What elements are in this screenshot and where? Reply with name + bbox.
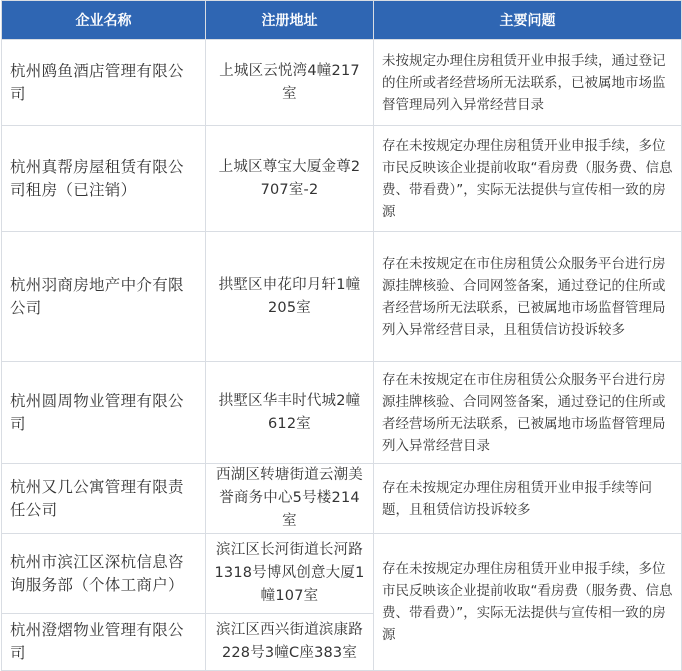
issue-cell: 未按规定办理住房租赁开业申报手续，通过登记的住所或者经营场所无法联系，已被属地市场监督管理局列入异常经营目录 bbox=[374, 40, 682, 126]
table-row bbox=[2, 464, 682, 534]
issue-cell: 存在未按规定办理住房租赁开业申报手续，多位市民反映该企业提前收取“看房费（服务费、信息费、带看费）”，实际无法提供与宣传相一致的房源 bbox=[374, 126, 682, 232]
address-cell: 上城区尊宝大厦金尊2707室-2 bbox=[206, 126, 374, 232]
issue-cell: 存在未按规定在市住房租赁公众服务平台进行房源挂牌核验、合同网签备案，通过登记的住所或者经营场所无法联系，已被属地市场监督管理局列入异常经营目录，且租赁信访投诉较多 bbox=[374, 232, 682, 362]
company-name-cell: 杭州真帮房屋租赁有限公司租房（已注销） bbox=[2, 126, 206, 232]
table-header-row bbox=[2, 1, 682, 40]
header-main-issues: 主要问题 bbox=[374, 1, 682, 40]
table-row bbox=[2, 534, 682, 614]
company-name-cell: 杭州市滨江区深杭信息咨询服务部（个体工商户） bbox=[2, 534, 206, 614]
issue-cell: 存在未按规定在市住房租赁公众服务平台进行房源挂牌核验、合同网签备案，通过登记的住所或者经营场所无法联系，已被属地市场监督管理局列入异常经营目录 bbox=[374, 362, 682, 464]
company-name-cell: 杭州羽商房地产中介有限公司 bbox=[2, 232, 206, 362]
company-name-cell: 杭州澄熠物业管理有限公司 bbox=[2, 614, 206, 671]
address-cell: 滨江区长河街道长河路1318号博风创意大厦1幢107室 bbox=[206, 534, 374, 614]
enterprise-table bbox=[1, 0, 682, 671]
table-row bbox=[2, 126, 682, 232]
address-cell: 上城区云悦湾4幢217室 bbox=[206, 40, 374, 126]
company-name-cell: 杭州又几公寓管理有限责任公司 bbox=[2, 464, 206, 534]
address-cell: 西湖区转塘街道云潮美誉商务中心5号楼214室 bbox=[206, 464, 374, 534]
address-cell: 拱墅区申花印月轩1幢205室 bbox=[206, 232, 374, 362]
table-row bbox=[2, 232, 682, 362]
table-row bbox=[2, 362, 682, 464]
address-cell: 拱墅区华丰时代城2幢612室 bbox=[206, 362, 374, 464]
issue-cell: 存在未按规定办理住房租赁开业申报手续等问题，且租赁信访投诉较多 bbox=[374, 464, 682, 534]
company-name-cell: 杭州圆周物业管理有限公司 bbox=[2, 362, 206, 464]
address-cell: 滨江区西兴街道滨康路228号3幢C座383室 bbox=[206, 614, 374, 671]
header-registered-address: 注册地址 bbox=[206, 1, 374, 40]
table-row bbox=[2, 40, 682, 126]
issue-cell-merged: 存在未按规定办理住房租赁开业申报手续，多位市民反映该企业提前收取“看房费（服务费、信息费、带看费）”，实际无法提供与宣传相一致的房源 bbox=[374, 534, 682, 671]
header-company-name: 企业名称 bbox=[2, 1, 206, 40]
company-name-cell: 杭州鸥鱼酒店管理有限公司 bbox=[2, 40, 206, 126]
